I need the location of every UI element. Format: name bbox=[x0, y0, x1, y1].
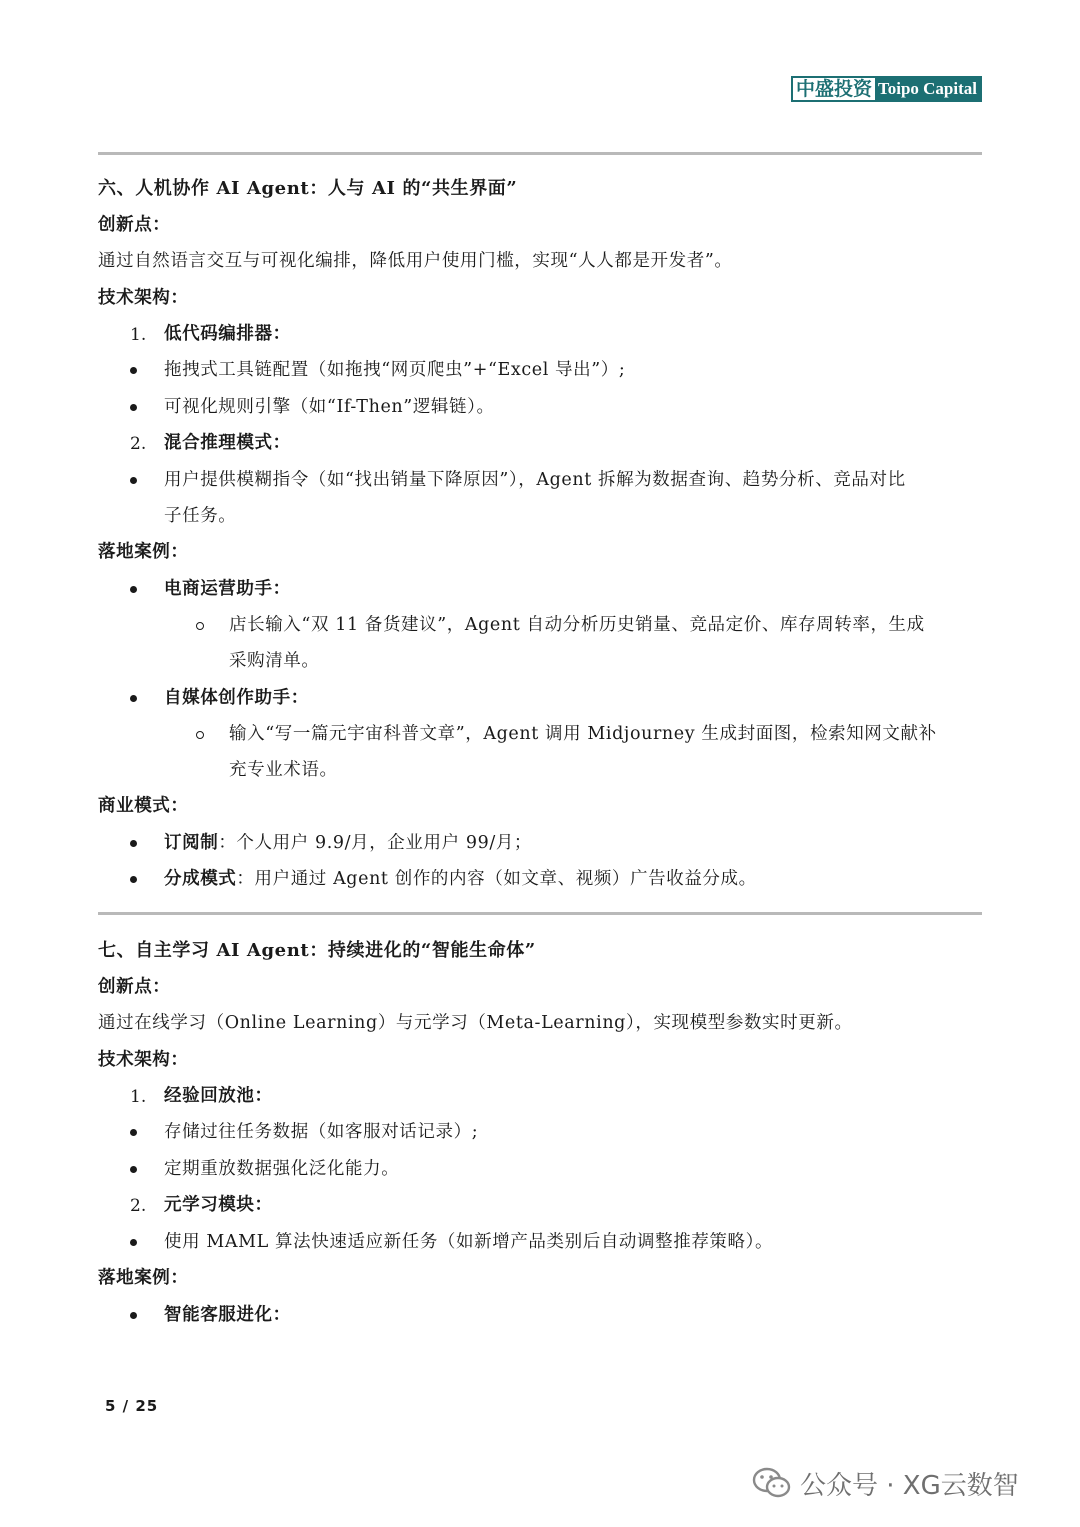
divider-middle bbox=[98, 912, 982, 915]
logo-chinese: 中盛投资 bbox=[793, 78, 875, 100]
section6-arch-label: 技术架构： bbox=[98, 288, 189, 308]
section6-biz2-title: 分成模式 bbox=[164, 869, 237, 889]
section6-case1-sub-line2: 采购清单。 bbox=[229, 651, 320, 671]
bullet-icon bbox=[130, 404, 137, 411]
bullet-icon bbox=[130, 1239, 137, 1246]
bullet-icon bbox=[130, 477, 137, 484]
bullet-icon bbox=[130, 1129, 137, 1136]
list-number: 1. bbox=[130, 325, 147, 345]
sub-bullet-icon bbox=[196, 731, 204, 739]
section6-case2-title: 自媒体创作助手： bbox=[164, 688, 309, 708]
divider-top bbox=[98, 152, 982, 155]
section6-innovation-label: 创新点： bbox=[98, 215, 171, 235]
section7-case-label: 落地案例： bbox=[98, 1268, 189, 1288]
section6-arch1-title: 低代码编排器： bbox=[164, 324, 291, 344]
section6-biz1 bbox=[164, 832, 532, 854]
bullet-icon bbox=[130, 367, 137, 374]
section6-case-label: 落地案例： bbox=[98, 542, 189, 562]
section6-case1-sub-line1: 店长输入“双 11 备货建议”，Agent 自动分析历史销量、竞品定价、库存周转率，生成 bbox=[229, 615, 925, 635]
page-number: 5 / 25 bbox=[105, 1397, 159, 1415]
section6-biz2-text: ：用户通过 Agent 创作的内容（如文章、视频）广告收益分成。 bbox=[236, 869, 757, 889]
section7-case1-title: 智能客服进化： bbox=[164, 1305, 291, 1325]
logo-english: Toipo Capital bbox=[875, 78, 980, 100]
section7-innovation-label: 创新点： bbox=[98, 977, 171, 997]
section6-innovation-text: 通过自然语言交互与可视化编排，降低用户使用门槛，实现“人人都是开发者”。 bbox=[98, 251, 733, 271]
list-number: 1. bbox=[130, 1087, 147, 1107]
list-number: 2. bbox=[130, 434, 147, 454]
section6-biz1-text: ：个人用户 9.9/月，企业用户 99/月； bbox=[218, 833, 533, 853]
section6-arch1-bullet1: 拖拽式工具链配置（如拖拽“网页爬虫”+“Excel 导出”）; bbox=[164, 360, 626, 380]
section7-arch1-bullet1: 存储过往任务数据（如客服对话记录）; bbox=[164, 1122, 479, 1142]
company-logo bbox=[791, 76, 982, 102]
section6-case2-sub-line1: 输入“写一篇元宇宙科普文章”，Agent 调用 Midjourney 生成封面图，检索知网文献补 bbox=[229, 724, 937, 744]
bullet-icon bbox=[130, 586, 137, 593]
wechat-icon bbox=[752, 1466, 792, 1500]
section7-arch2-title: 元学习模块： bbox=[164, 1195, 273, 1215]
section7-arch-label: 技术架构： bbox=[98, 1050, 189, 1070]
section6-arch2-bullet1-line1: 用户提供模糊指令（如“找出销量下降原因”），Agent 拆解为数据查询、趋势分析、竞品对比 bbox=[164, 470, 906, 490]
watermark-text: 公众号 · XG云数智 bbox=[800, 1470, 1019, 1501]
section6-biz-label: 商业模式： bbox=[98, 796, 189, 816]
section7-arch1-title: 经验回放池： bbox=[164, 1086, 273, 1106]
sub-bullet-icon bbox=[196, 622, 204, 630]
section6-title: 六、人机协作 AI Agent：人与 AI 的“共生界面” bbox=[98, 178, 518, 199]
bullet-icon bbox=[130, 876, 137, 883]
section6-biz2 bbox=[164, 868, 757, 890]
watermark bbox=[752, 1465, 1019, 1501]
bullet-icon bbox=[130, 1166, 137, 1173]
section6-case1-title: 电商运营助手： bbox=[164, 579, 291, 599]
section6-arch2-bullet1-line2: 子任务。 bbox=[164, 506, 237, 526]
section7-innovation-text: 通过在线学习（Online Learning）与元学习（Meta-Learning），实现模型参数实时更新。 bbox=[98, 1013, 853, 1033]
section7-title: 七、自主学习 AI Agent：持续进化的“智能生命体” bbox=[98, 940, 536, 961]
bullet-icon bbox=[130, 1312, 137, 1319]
bullet-icon bbox=[130, 840, 137, 847]
section6-case2-sub-line2: 充专业术语。 bbox=[229, 760, 338, 780]
section6-arch1-bullet2: 可视化规则引擎（如“If-Then”逻辑链）。 bbox=[164, 397, 495, 417]
section6-arch2-title: 混合推理模式： bbox=[164, 433, 291, 453]
bullet-icon bbox=[130, 695, 137, 702]
list-number: 2. bbox=[130, 1196, 147, 1216]
section6-biz1-title: 订阅制 bbox=[164, 833, 219, 853]
section7-arch1-bullet2: 定期重放数据强化泛化能力。 bbox=[164, 1159, 400, 1179]
section7-arch2-bullet1: 使用 MAML 算法快速适应新任务（如新增产品类别后自动调整推荐策略）。 bbox=[164, 1232, 774, 1252]
